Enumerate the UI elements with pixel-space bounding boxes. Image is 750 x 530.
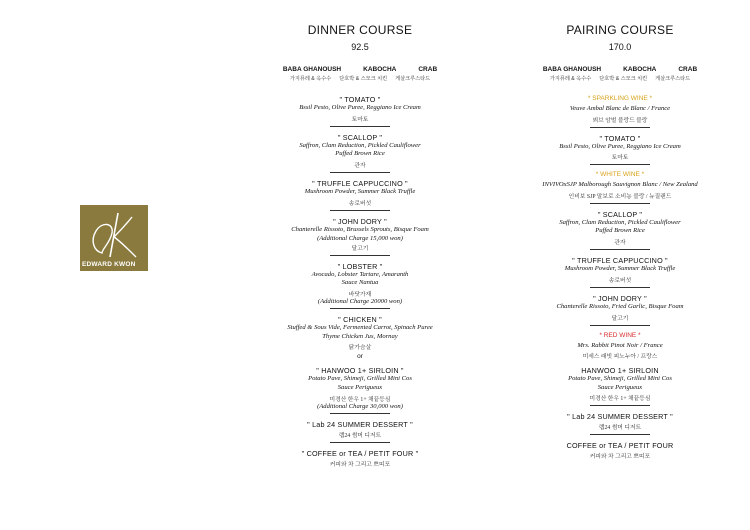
divider — [330, 172, 390, 173]
item-extra-charge: (Additional Charge 30,000 won) — [317, 402, 403, 410]
menu-item-coffee — [505, 441, 735, 460]
divider — [330, 413, 390, 414]
item-desc: Saffron, Clam Reduction, Pickled Cauliflower — [299, 141, 421, 149]
starter-korean: 가지퓨레 & 옥수수 — [549, 76, 592, 82]
wine-sparkling — [505, 95, 735, 128]
wine-heading: * RED WINE * — [599, 331, 641, 339]
item-korean: 커피와 차 그리고 쁘띠포 — [329, 461, 391, 468]
menu-item-tomato — [250, 95, 470, 127]
wine-name: Mrs. Rabbit Pinot Noir / France — [577, 341, 663, 349]
item-korean: 바닷가재 — [348, 291, 372, 298]
logo-wordmark: EDWARD KWON — [82, 261, 136, 268]
item-korean: 송로버섯 — [608, 277, 632, 284]
divider — [590, 164, 650, 165]
menu-item-tomato — [505, 134, 735, 166]
starter-korean: 게살크루스타드 — [655, 76, 691, 82]
starter-korean: 가지퓨레 & 옥수수 — [289, 76, 332, 82]
item-desc: Sauce Perigueux — [597, 383, 643, 391]
pairing-price: 170.0 — [608, 42, 632, 52]
or-separator: or — [357, 353, 363, 361]
item-name: " COFFEE or TEA / PETIT FOUR " — [301, 448, 419, 458]
starter-name: BABA GHANOUSH — [282, 66, 342, 73]
menu-item-scallop — [250, 133, 470, 173]
divider — [590, 249, 650, 250]
divider — [330, 308, 390, 309]
starter-name: KABOCHA — [363, 66, 397, 73]
menu-item-dessert — [505, 412, 735, 435]
wine-name: INVIVOxSJP Malborough Sauvignon Blanc / New Zealand — [542, 181, 698, 189]
item-name: " TOMATO " — [339, 95, 381, 104]
wine-korean: 미세스 래빗 피노누아 / 프랑스 — [582, 354, 658, 361]
item-korean: 토마토 — [351, 116, 369, 123]
wine-korean: 인비보 SJP 말보로 소비뇽 블랑 / 뉴질랜드 — [568, 193, 672, 200]
dinner-starters — [250, 66, 470, 82]
divider — [590, 434, 650, 435]
menu-item-john-dory — [250, 217, 470, 256]
divider — [330, 255, 390, 256]
item-desc: Thyme Chicken Jus, Mornay — [322, 332, 398, 340]
item-name: " Lab 24 SUMMER DESSERT " — [567, 412, 673, 422]
menu-item-hanwoo — [505, 366, 735, 406]
dinner-price: 92.5 — [351, 42, 369, 52]
item-desc: Mushroom Powder, Summer Black Truffle — [304, 188, 416, 196]
starter-korean: 단호박 & 스모크 치킨 — [599, 76, 648, 82]
item-korean: 닭가슴살 — [348, 345, 372, 352]
item-name: COFFEE or TEA / PETIT FOUR — [566, 441, 674, 451]
edward-kwon-logo — [80, 205, 148, 271]
menu-item-john-dory — [505, 294, 735, 326]
starter-name: CRAB — [418, 66, 438, 73]
item-extra-charge: (Additional Charge 20000 won) — [317, 297, 403, 305]
item-extra-charge: (Additional Charge 15,000 won) — [317, 234, 403, 242]
menu-item-coffee — [250, 449, 470, 468]
item-korean: 랩24 썸머 디저트 — [338, 432, 382, 439]
item-desc: Saffron, Clam Reduction, Pickled Cauliflower — [559, 218, 681, 226]
menu-item-truffle — [250, 179, 470, 211]
item-name: " SCALLOP " — [337, 132, 383, 142]
item-name: " TRUFFLE CAPPUCCINO " — [572, 256, 668, 266]
divider — [330, 210, 390, 211]
menu-item-chicken — [250, 315, 470, 360]
item-korean: 랩24 썸머 디저트 — [598, 425, 642, 432]
item-desc: Potato Pave, Shimeji, Grilled Mini Cos — [568, 375, 672, 383]
pairing-items — [505, 95, 735, 466]
item-name: " TRUFFLE CAPPUCCINO " — [312, 179, 408, 189]
item-desc: Puffed Brown Rice — [595, 227, 645, 235]
item-desc: Potato Pave, Shimeji, Grilled Mini Cos — [308, 375, 412, 383]
divider — [590, 203, 650, 204]
starter-name: BABA GHANOUSH — [542, 66, 602, 73]
menu-item-scallop — [505, 210, 735, 250]
divider — [330, 442, 390, 443]
item-desc: Bssil Pesto, Olive Puree, Reggiano Ice Cream — [559, 142, 681, 150]
divider — [590, 127, 650, 128]
item-name: " Lab 24 SUMMER DESSERT " — [307, 419, 413, 429]
wine-heading: * SPARKLING WINE * — [587, 95, 653, 102]
starter-name: CRAB — [678, 66, 698, 73]
pairing-starters — [505, 66, 735, 82]
item-korean: 미경산 한우 1+ 채끝등심 — [589, 396, 651, 403]
menu-item-lobster — [250, 262, 470, 309]
pairing-title: PAIRING COURSE — [566, 23, 674, 37]
item-korean: 관자 — [614, 240, 626, 247]
wine-korean: 뵈브 암벌 블랑드 블랑 — [592, 117, 648, 124]
starter-korean: 게살크루스타드 — [395, 76, 431, 82]
divider — [590, 287, 650, 288]
item-desc: Chanterelle Rissoto, Fried Garlic, Bisque Foam — [556, 302, 684, 310]
wine-heading: * WHITE WINE * — [595, 171, 645, 179]
item-desc: Bssil Pesto, Olive Puree, Reggiano Ice Cream — [299, 104, 421, 111]
divider — [330, 126, 390, 127]
divider — [590, 405, 650, 406]
item-name: " JOHN DORY " — [593, 293, 647, 303]
dinner-title: DINNER COURSE — [307, 23, 413, 37]
starter-name: KABOCHA — [623, 66, 657, 73]
wine-name: Veuve Ambal Blanc de Blanc / France — [569, 105, 671, 112]
dinner-items — [250, 95, 470, 474]
wine-white — [505, 171, 735, 204]
item-name: " LOBSTER " — [337, 261, 383, 271]
menu-item-truffle — [505, 256, 735, 288]
item-korean: 미경산 한우 1+ 채끝등심 — [329, 396, 391, 403]
item-korean: 송로버섯 — [348, 200, 372, 207]
wine-red — [505, 332, 735, 361]
item-name: " HANWOO 1+ SIRLOIN " — [316, 366, 404, 376]
item-desc: Stuffed & Sous Vide, Fermented Carrot, Spinach Puree — [287, 323, 433, 331]
item-korean: 커피와 차 그리고 쁘띠포 — [589, 454, 651, 461]
item-desc: Avocado, Lobster Tartare, Amaranth — [311, 270, 409, 278]
item-desc: Puffed Brown Rice — [335, 150, 385, 158]
item-desc: Mushroom Powder, Summer Black Truffle — [564, 265, 676, 273]
item-name: " JOHN DORY " — [333, 216, 387, 226]
item-korean: 토마토 — [611, 155, 629, 162]
item-desc: Chanterelle Rissoto, Brussels Sprouts, Bisque Foam — [291, 225, 429, 233]
item-korean: 달고기 — [351, 245, 369, 252]
item-korean: 달고기 — [611, 315, 629, 322]
item-desc: Sauce Perigueux — [337, 384, 383, 392]
menu-item-dessert — [250, 420, 470, 443]
menu-item-hanwoo — [250, 366, 470, 413]
item-desc: Sauce Nantua — [341, 279, 379, 287]
item-name: " SCALLOP " — [597, 209, 643, 219]
item-name: " TOMATO " — [599, 133, 641, 143]
item-name: " CHICKEN " — [338, 314, 382, 324]
item-korean: 관자 — [354, 163, 366, 170]
divider — [590, 325, 650, 326]
starter-korean: 단호박 & 스모크 치킨 — [339, 76, 388, 82]
item-name: HANWOO 1+ SIRLOIN — [581, 366, 659, 376]
